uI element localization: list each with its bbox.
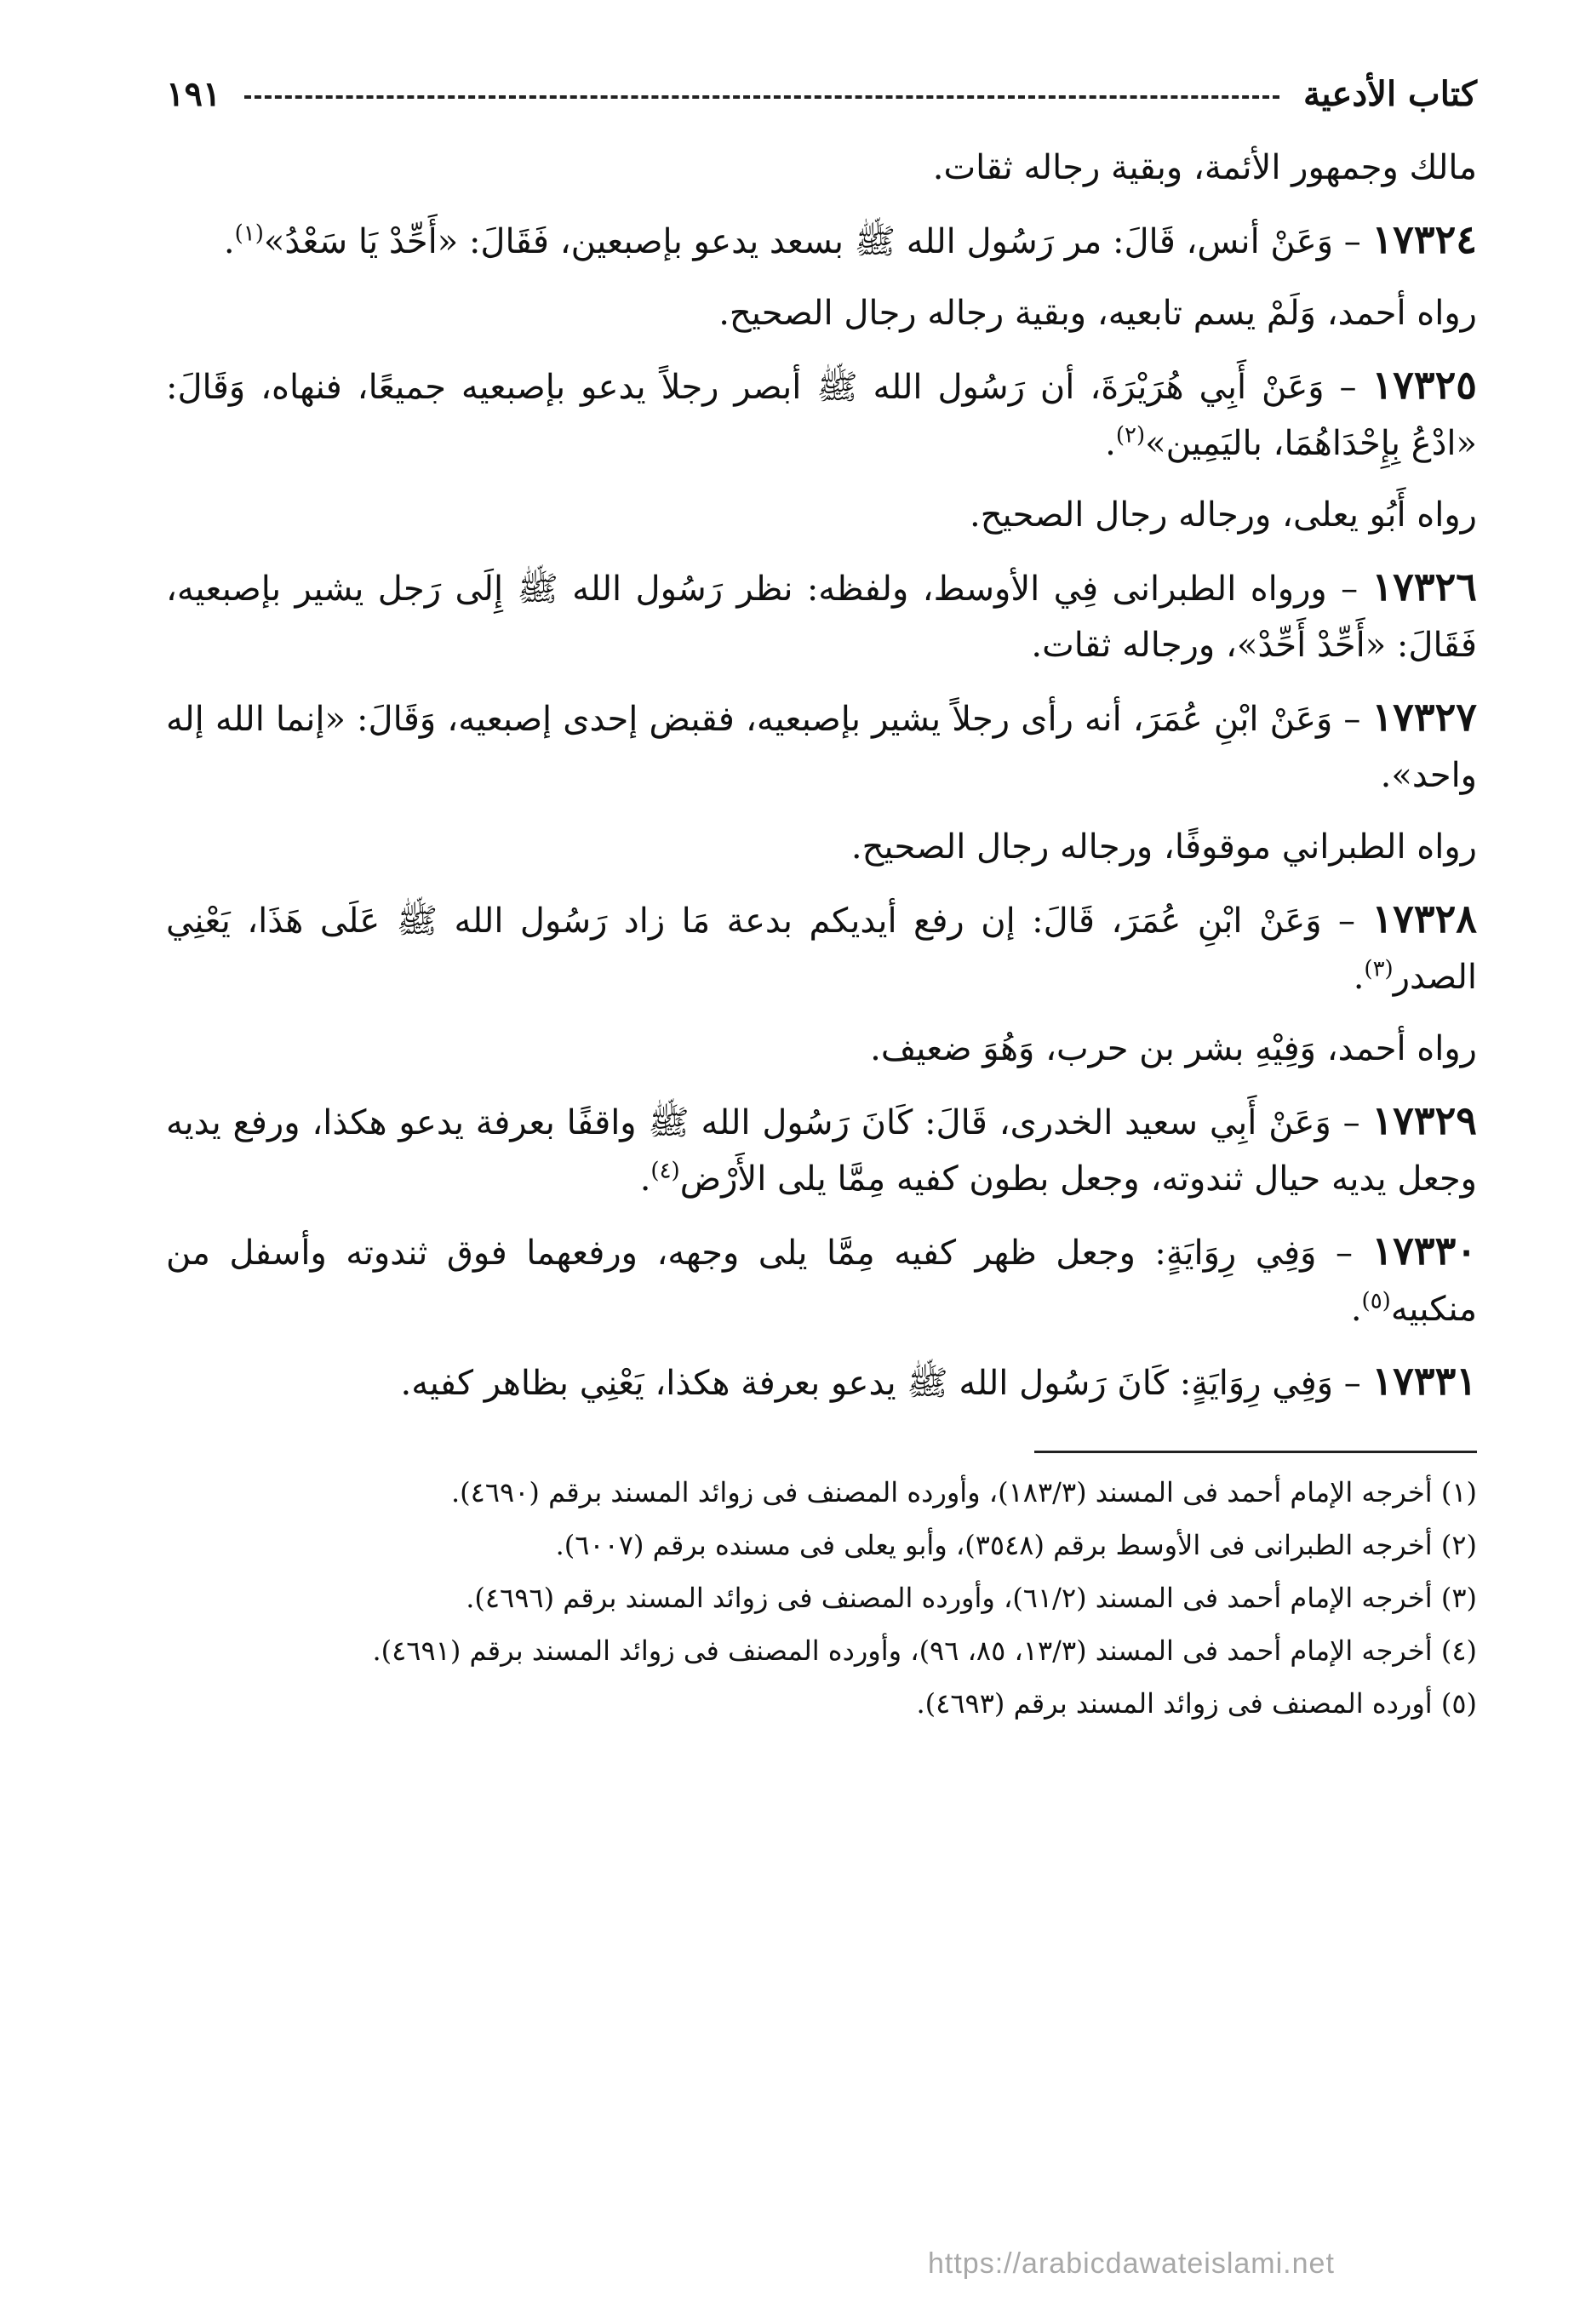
footnote: (٤) أخرجه الإمام أحمد فى المسند (١٣/٣، ٨٥، ٩٦)، وأورده المصنف فى زوائد المسند برقم (٤٦٩١). <box>372 1634 1477 1667</box>
footnote: (١) أخرجه الإمام أحمد فى المسند (١٨٣/٣)، وأورده المصنف فى زوائد المسند برقم (٤٦٩٠). <box>451 1476 1477 1508</box>
hadith-text: – وَفِي رِوَايَةٍ: وجعل ظهر كفيه مِمَّا يلى وجهه، ورفعهما فوق ثندوته وأسفل من منكبيه <box>166 1234 1477 1329</box>
hadith-paragraph <box>166 890 1477 1005</box>
footnote-separator <box>1034 1451 1477 1453</box>
hadith-text: – وَعَنْ ابْنِ عُمَرَ، أنه رأى رجلاً يشير بإصبعيه، فقبض إحدى إصبعيه، وَقَالَ: «إنما الله إله واحد». <box>166 700 1477 795</box>
paragraph-end: . <box>223 222 235 261</box>
paragraph-text: مالك وجمهور الأئمة، وبقية رجاله ثقات. <box>932 148 1477 187</box>
paragraph <box>166 140 1477 196</box>
paragraph-text: رواه أَبُو يعلى، ورجاله رجال الصحيح. <box>970 495 1477 535</box>
header-dashed-rule <box>244 95 1279 99</box>
paragraph-text: رواه الطبراني موقوفًا، ورجاله رجال الصحيح. <box>850 827 1477 867</box>
footnote-marker: (٥) <box>1361 1288 1391 1314</box>
watermark-url: https://arabicdawateislami.net <box>928 2247 1335 2280</box>
footnote: (٢) أخرجه الطبرانى فى الأوسط برقم (٣٥٤٨)، وأبو يعلى فى مسنده برقم (٦٠٠٧). <box>555 1529 1477 1561</box>
hadith-number: ١٧٣٢٥ <box>1371 362 1478 408</box>
paragraph <box>166 487 1477 543</box>
paragraph <box>166 819 1477 875</box>
paragraph-end: . <box>1353 958 1365 997</box>
hadith-text: – وَعَنْ ابْنِ عُمَرَ، قَالَ: إن رفع أيديكم بدعة مَا زاد رَسُول الله ﷺ عَلَى هَذَا، يَعْنِي الصدر <box>166 902 1477 997</box>
footnote: (٣) أخرجه الإمام أحمد فى المسند (٦١/٢)، وأورده المصنف فى زوائد المسند برقم (٤٦٩٦). <box>466 1582 1477 1614</box>
hadith-paragraph <box>166 1353 1477 1411</box>
hadith-paragraph <box>166 1222 1477 1337</box>
hadith-paragraph <box>166 1092 1477 1207</box>
paragraph-end: . <box>1350 1290 1362 1329</box>
paragraph <box>166 1021 1477 1077</box>
page-number: ١٩١ <box>166 73 221 114</box>
footnote: (٥) أورده المصنف فى زوائد المسند برقم (٤٦٩٣). <box>916 1687 1477 1720</box>
hadith-text: – وَعَنْ أَبِي هُرَيْرَةَ، أن رَسُول الله ﷺ أبصر رجلاً يدعو بإصبعيه جميعًا، فنهاه، وَقَالَ: «ادْعُ بِإِحْدَاهُمَا، باليَمِين» <box>166 368 1477 463</box>
hadith-text: – وَعَنْ أنس، قَالَ: مر رَسُول الله ﷺ بسعد يدعو بإصبعين، فَقَالَ: «أَحِّدْ يَا سَعْدُ» <box>263 222 1372 261</box>
paragraph-end: . <box>1105 424 1116 463</box>
hadith-paragraph <box>166 211 1477 270</box>
hadith-number: ١٧٣٢٧ <box>1371 694 1477 740</box>
paragraph-text: رواه أحمد، وَلَمْ يسم تابعيه، وبقية رجاله رجال الصحيح. <box>718 294 1477 333</box>
hadith-number: ١٧٣٢٩ <box>1371 1097 1477 1143</box>
footnote-marker: (٣) <box>1364 956 1394 982</box>
page-header <box>166 60 1477 128</box>
main-text <box>166 140 1477 1411</box>
paragraph-end: . <box>639 1159 651 1199</box>
hadith-number: ١٧٣٢٦ <box>1371 564 1477 610</box>
footnotes <box>166 1468 1477 1727</box>
hadith-number: ١٧٣٣١ <box>1371 1358 1477 1404</box>
hadith-paragraph <box>166 357 1477 472</box>
hadith-text: – وَفِي رِوَايَةٍ: كَانَ رَسُول الله ﷺ يدعو بعرفة هكذا، يَعْنِي بظاهر كفيه. <box>400 1364 1372 1403</box>
hadith-paragraph <box>166 558 1477 673</box>
hadith-text: – وَعَنْ أَبِي سعيد الخدرى، قَالَ: كَانَ رَسُول الله ﷺ واقفًا بعرفة يدعو هكذا، ورفع يديه وجعل يديه حيال ثندوته، وجعل بطون كفيه مِمَّا يلى الأَرْض <box>166 1103 1477 1199</box>
hadith-paragraph <box>166 689 1477 804</box>
chapter-title: كتاب الأدعية <box>1302 73 1477 114</box>
hadith-text: – ورواه الطبرانى فِي الأوسط، ولفظه: نظر رَسُول الله ﷺ إِلَى رَجل يشير بإصبعيه، فَقَالَ: «أَحِّدْ أَحِّدْ»، ورجاله ثقات. <box>166 570 1477 665</box>
hadith-number: ١٧٣٣٠ <box>1371 1228 1477 1274</box>
book-page <box>166 60 1477 2290</box>
hadith-number: ١٧٣٢٨ <box>1371 896 1477 942</box>
hadith-number: ١٧٣٢٤ <box>1371 216 1477 262</box>
paragraph-text: رواه أحمد، وَفِيْهِ بشر بن حرب، وَهُوَ ضعيف. <box>870 1029 1477 1068</box>
paragraph <box>166 285 1477 341</box>
footnote-marker: (١) <box>234 220 264 247</box>
footnote-marker: (٤) <box>650 1158 680 1184</box>
footnote-marker: (٢) <box>1115 422 1146 449</box>
